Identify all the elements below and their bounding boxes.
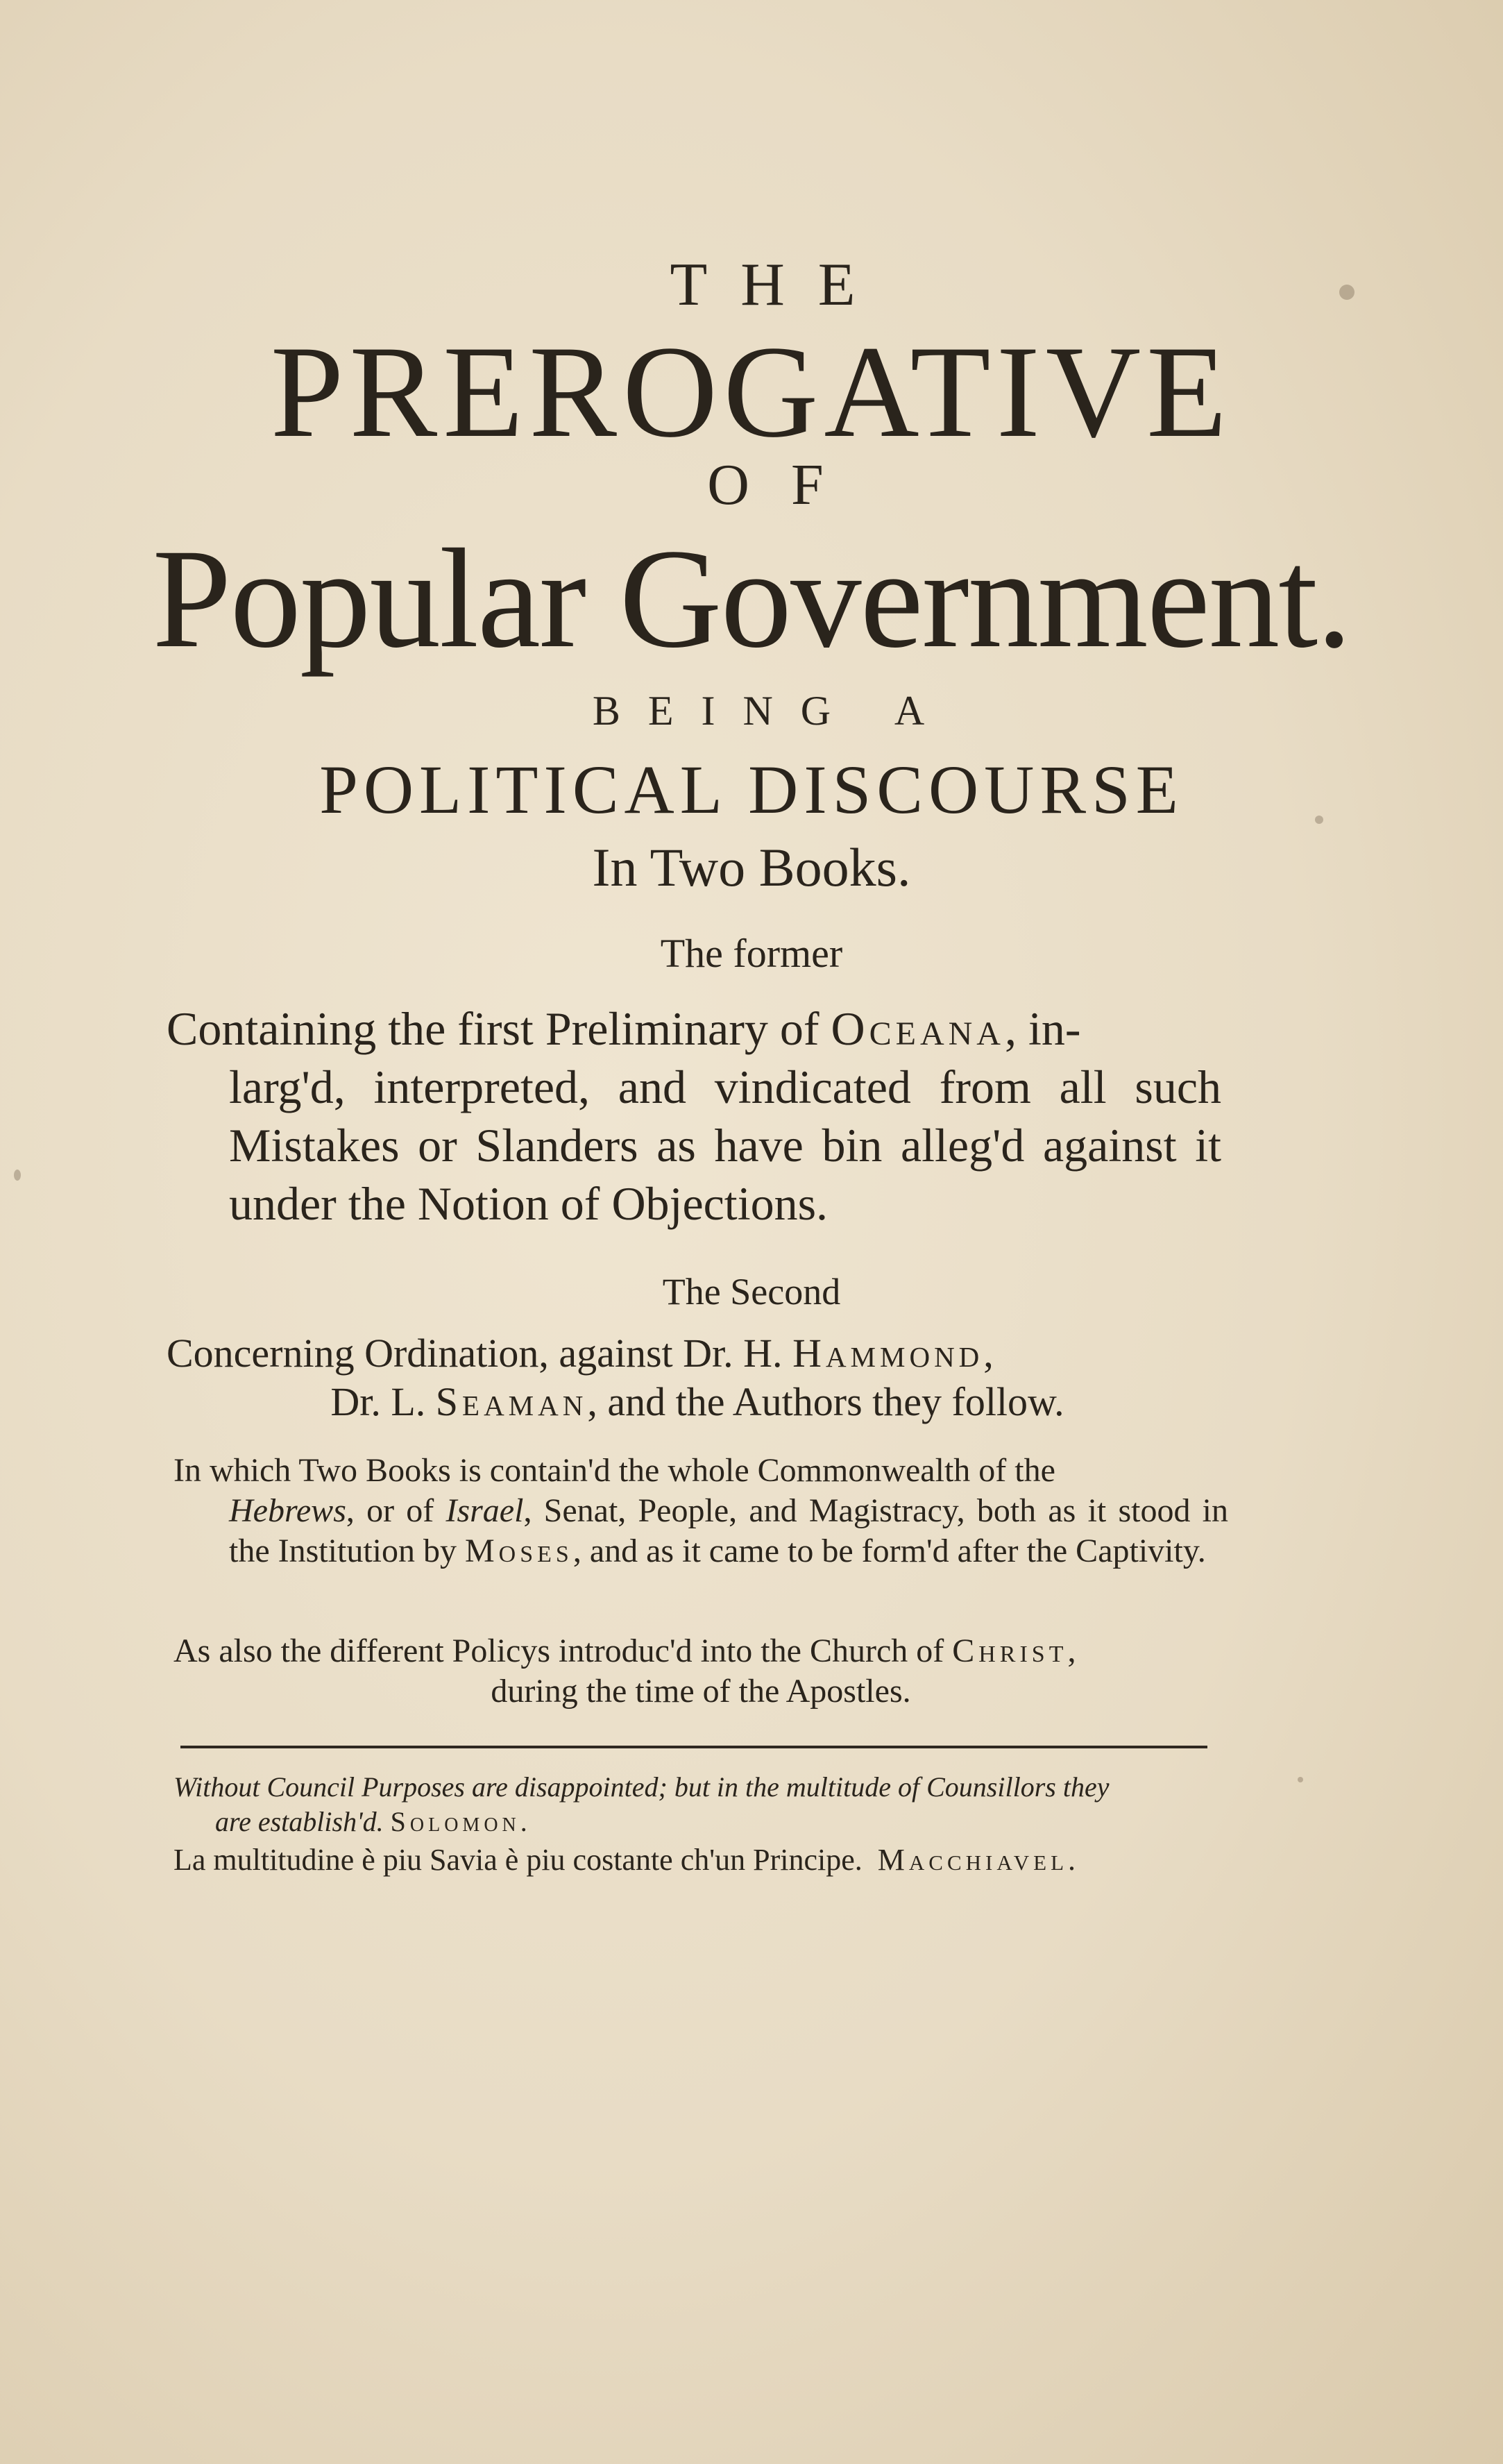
also-rest: during the time of the Apostles. xyxy=(491,1673,911,1710)
book-one-description xyxy=(167,999,1221,1233)
epigraph-solomon-author: Solomon. xyxy=(390,1806,532,1837)
contents-text-a: In which Two Books is contain'd the whole Commonwealth of the xyxy=(173,1452,1055,1489)
subtitle-in-two-books: In Two Books. xyxy=(592,837,911,897)
hammond-name: Hammond xyxy=(792,1331,984,1376)
divider-rule xyxy=(180,1746,1207,1748)
book-two-text: Concerning Ordination, against Dr. H. xyxy=(167,1331,793,1376)
contents-text-c: , Senat, People, and Magistracy, both as it stood in the Institution by xyxy=(229,1492,1228,1569)
epigraph-macchiavel xyxy=(173,1843,1228,1877)
book-two-text-b: , xyxy=(983,1331,994,1376)
contents-text-d: , and as it came to be form'd after the Captivity. xyxy=(572,1533,1206,1569)
moses-name: Moses xyxy=(464,1533,573,1569)
hebrews-word: Hebrews xyxy=(229,1492,346,1529)
title-popular-government: Popular Government. xyxy=(152,520,1351,677)
title-the: THE xyxy=(670,251,889,319)
book-one-rest: larg'd, interpreted, and vindicated from all such Mistakes or Slanders as have bin alleg'd against it under the Notion of Objections. xyxy=(229,1061,1221,1230)
book-one-text-b: , in- xyxy=(1004,1002,1081,1055)
contents-text-b: , or of xyxy=(346,1492,446,1529)
foxing-spot xyxy=(14,1170,21,1181)
subtitle-being: BEING A xyxy=(592,688,953,734)
book-two-description xyxy=(167,1329,1228,1426)
israel-word: Israel xyxy=(445,1492,524,1529)
also-text-a: As also the different Policys introduc'd into the Church of xyxy=(173,1632,953,1669)
epigraph-solomon xyxy=(173,1770,1228,1839)
book-one-text: Containing the first Preliminary of xyxy=(167,1002,831,1055)
oceana-name: Oceana xyxy=(831,1002,1005,1055)
foxing-spot xyxy=(1298,1777,1303,1782)
epigraph-macchiavel-text: La multitudine è piu Savia è piu costante ch'un Principe. xyxy=(173,1843,863,1877)
seaman-name: Seaman xyxy=(435,1379,588,1424)
contents-description xyxy=(173,1451,1228,1571)
book-one-heading: The former xyxy=(660,931,843,976)
christ-name: Christ xyxy=(952,1632,1068,1669)
also-description xyxy=(173,1631,1228,1712)
subtitle-political-discourse: POLITICAL DISCOURSE xyxy=(319,751,1184,828)
epigraph-solomon-rest: are establish'd. xyxy=(215,1806,384,1837)
title-of: OF xyxy=(707,453,865,517)
also-text-b: , xyxy=(1067,1632,1076,1669)
book-two-rest-b: , and the Authors they follow. xyxy=(587,1379,1064,1424)
epigraph-macchiavel-author: Macchiavel. xyxy=(877,1843,1080,1877)
epigraph-solomon-text: Without Council Purposes are disappointed; but in the multitude of Counsillors they xyxy=(173,1771,1110,1803)
book-two-heading: The Second xyxy=(662,1271,841,1313)
book-two-rest-a: Dr. L. xyxy=(330,1379,436,1424)
title-prerogative: PREROGATIVE xyxy=(270,319,1233,465)
